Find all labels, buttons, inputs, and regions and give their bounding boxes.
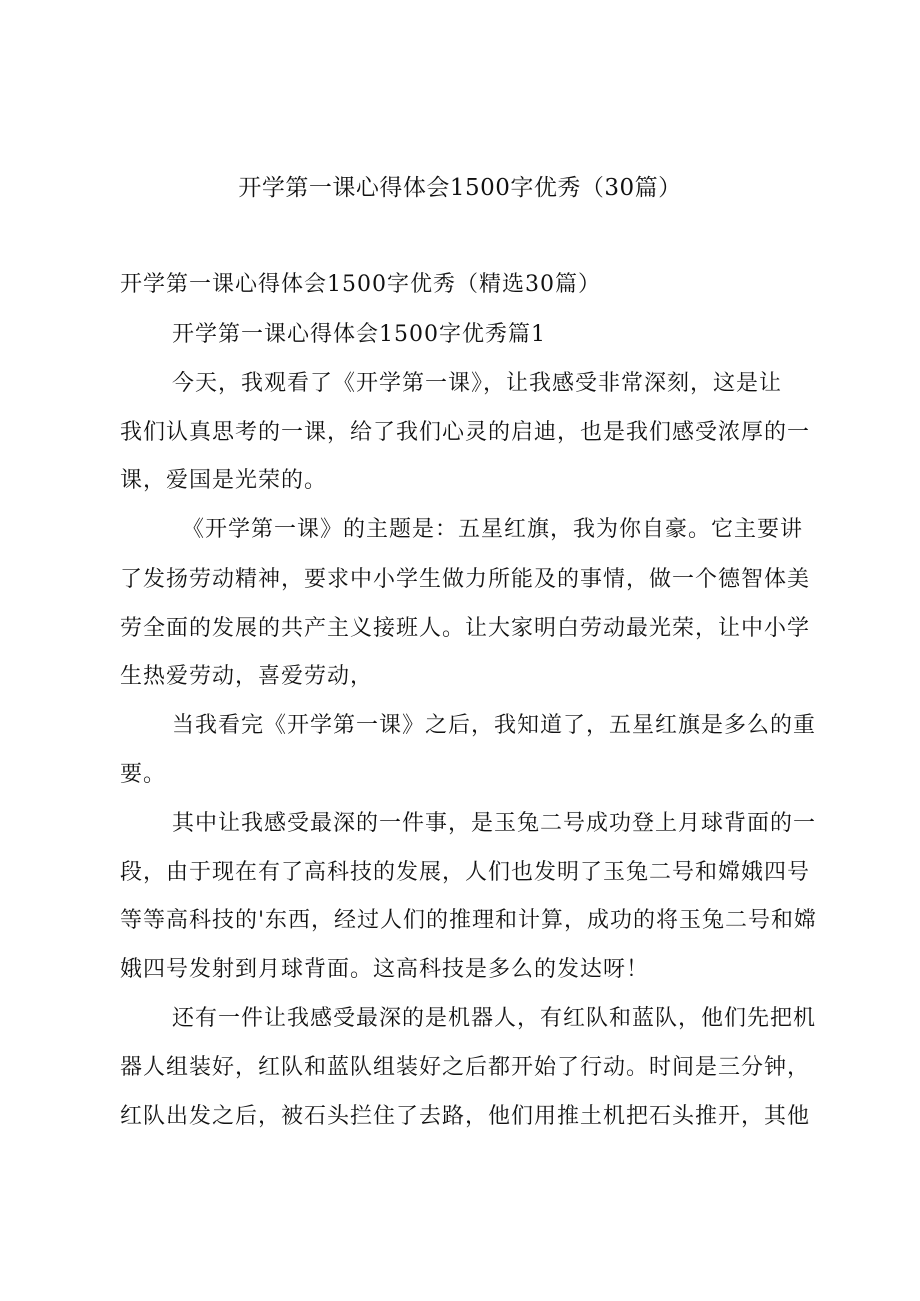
document-title: 开学第一课心得体会1500字优秀（30篇） — [238, 175, 682, 201]
paragraph-line: 课，爱国是光荣的。 — [120, 468, 328, 493]
paragraph-line: 还有一件让我感受最深的是机器人，有红队和蓝队，他们先把机 — [172, 1006, 817, 1031]
document-subtitle: 开学第一课心得体会1500字优秀（精选30篇） — [120, 272, 601, 297]
paragraph-line: 要。 — [120, 762, 167, 787]
paragraph-line: 器人组装好，红队和蓝队组装好之后都开始了行动。时间是三分钟， — [120, 1055, 811, 1080]
paragraph-line: 我们认真思考的一课，给了我们心灵的启迪，也是我们感受浓厚的一 — [120, 420, 811, 445]
paragraph-line: 生热爱劳动，喜爱劳动， — [120, 664, 374, 689]
paragraph-line: 了发扬劳动精神，要求中小学生做力所能及的事情，做一个德智体美 — [120, 567, 811, 592]
paragraph-line: 当我看完《开学第一课》之后，我知道了，五星红旗是多么的重 — [172, 713, 817, 738]
paragraph-line: 《开学第一课》的主题是：五星红旗，我为你自豪。它主要讲 — [182, 517, 804, 542]
paragraph-line: 劳全面的发展的共产主义接班人。让大家明白劳动最光荣，让中小学 — [120, 616, 811, 641]
paragraph-line: 等等高科技的'东西，经过人们的推理和计算，成功的将玉兔二号和嫦 — [120, 908, 818, 933]
paragraph-line: 段，由于现在有了高科技的发展，人们也发明了玉兔二号和嫦娥四号 — [120, 860, 811, 885]
paragraph-line: 娥四号发射到月球背面。这高科技是多么的发达呀！ — [120, 957, 650, 982]
section-heading: 开学第一课心得体会1500字优秀篇1 — [172, 322, 546, 347]
document-body — [120, 0, 820, 1301]
paragraph-line: 其中让我感受最深的一件事，是玉兔二号成功登上月球背面的一 — [172, 811, 817, 836]
paragraph-line: 今天，我观看了《开学第一课》，让我感受非常深刻，这是让 — [172, 371, 783, 396]
paragraph-line: 红队出发之后，被石头拦住了去路，他们用推土机把石头推开，其他 — [120, 1104, 811, 1129]
